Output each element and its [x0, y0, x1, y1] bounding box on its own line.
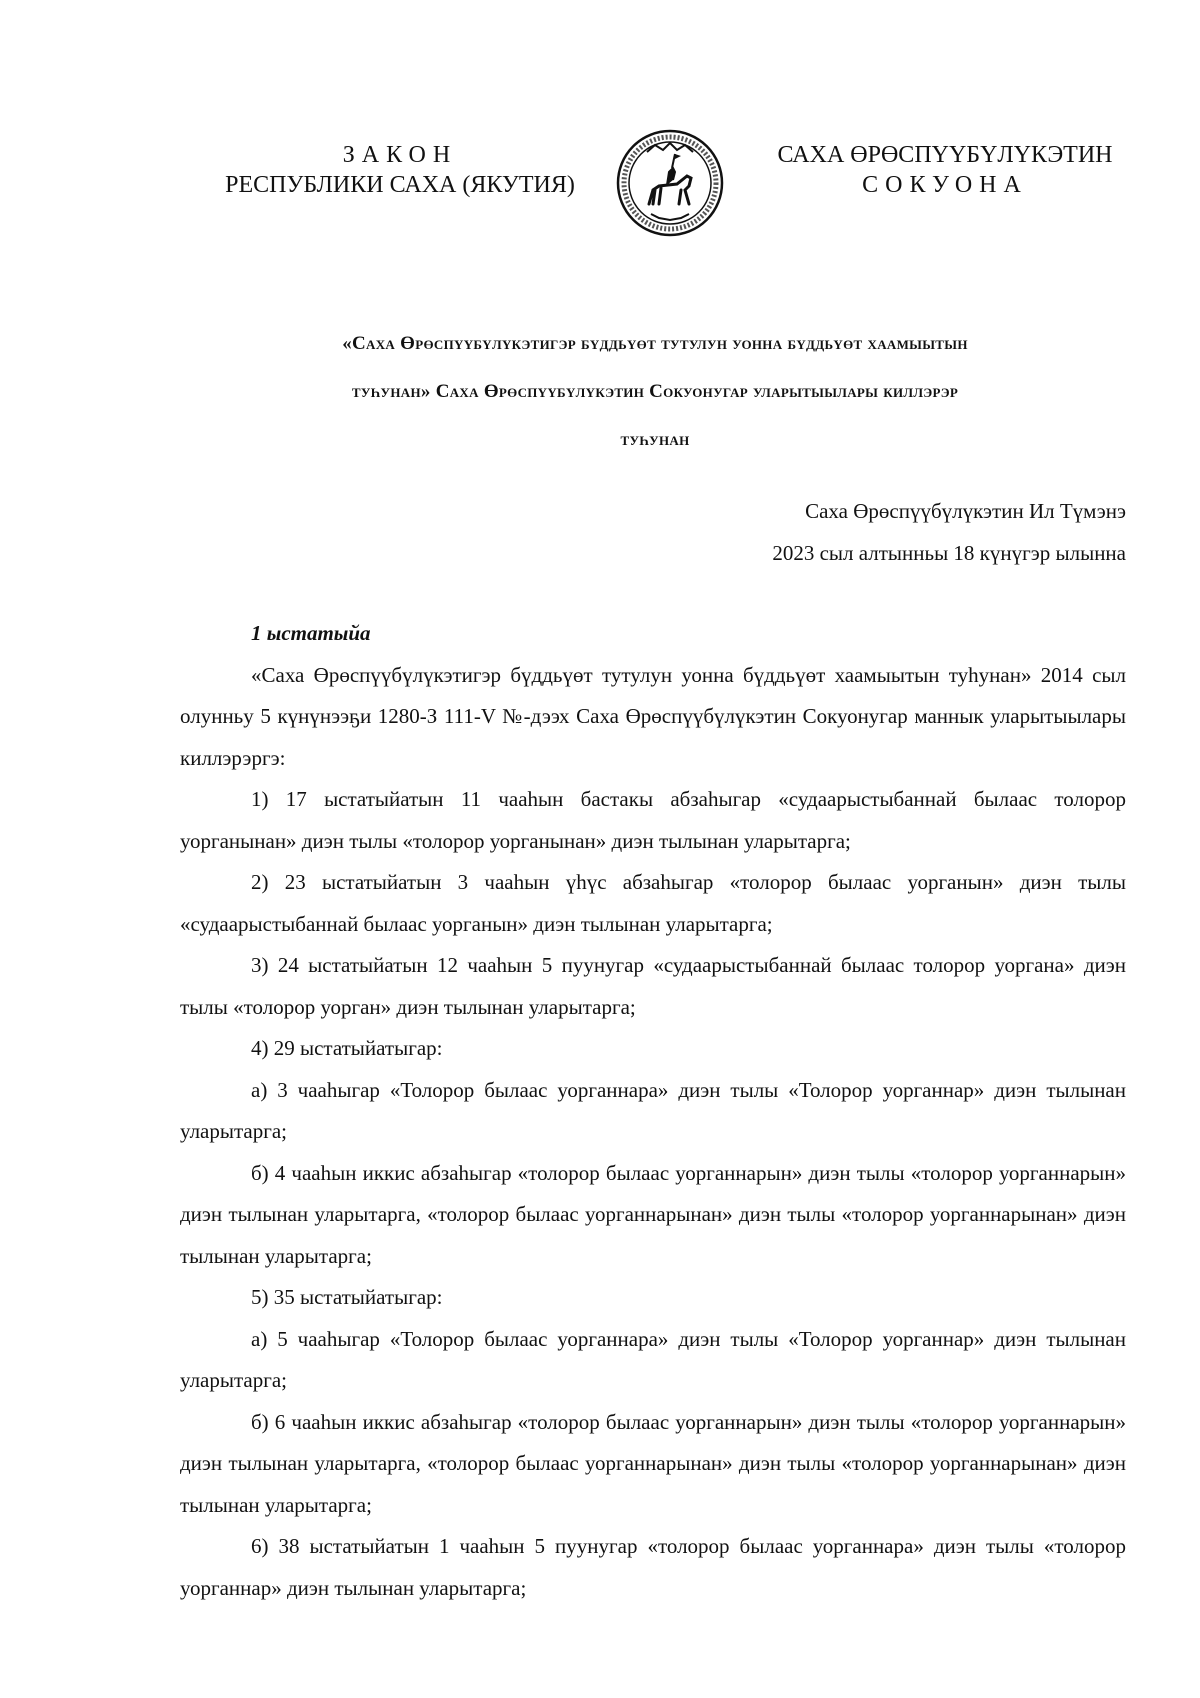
header-right-block [760, 140, 1130, 200]
document-body [180, 613, 1126, 1609]
list-item: 6) 38 ыстатыйатын 1 чааһын 5 пуунугар «толорор былаас уорганнара» диэн тылы «толорор уорганнар» диэн тылынан уларытарга; [180, 1534, 1126, 1600]
coat-of-arms-icon [615, 128, 725, 238]
adopted-by: Саха Өрөспүүбүлүкэтин Ил Түмэнэ [805, 499, 1126, 523]
list-item: 2) 23 ыстатыйатын 3 чааһын үһүс абзаһыгар «толорор былаас уорганын» диэн тылы «судаарыстыбаннай былаас уорганын» диэн тылынан уларытарга; [180, 870, 1126, 936]
list-item: 5) 35 ыстатыйатыгар: [251, 1285, 443, 1309]
header-law-word: ЗАКОН [342, 142, 458, 168]
document-title [185, 320, 1125, 464]
list-item: б) 6 чааһын иккис абзаһыгар «толорор былаас уорганнарын» диэн тылы «толорор уорганнарын» диэн тылынан уларытарга, «толорор былаас уорганнарынан» диэн тылы «толорор уорганнарынан» диэн тылынан уларытарга; [180, 1409, 1126, 1517]
header-left-block [215, 140, 585, 200]
header-republic-name-sakha: САХА ӨРӨСПҮҮБҮЛҮКЭТИН [777, 142, 1113, 168]
list-item: а) 3 чааһыгар «Толорор былаас уорганнара» диэн тылы «Толорор уорганнар» диэн тылынан уларытарга; [180, 1077, 1126, 1143]
article-intro: «Саха Өрөспүүбүлүкэтигэр бүддьүөт тутулун уонна бүддьүөт хаамыытын туһунан» 2014 сыл олунньу 5 күнүнээҕи 1280-З 111-V №-дээх Саха Өрөспүүбүлүкэтин Сокуонугар маннык уларытыылары киллэрэргэ: [180, 662, 1126, 770]
header-law-word-sakha: СОКУОНА [862, 172, 1028, 198]
list-item: 1) 17 ыстатыйатын 11 чааһын бастакы абзаһыгар «судаарыстыбаннай былаас толорор уорганынан» диэн тылы «толорор уорганынан» диэн тылынан уларытарга; [180, 787, 1126, 853]
title-line: туһунан [620, 429, 690, 450]
list-item: а) 5 чааһыгар «Толорор былаас уорганнара» диэн тылы «Толорор уорганнар» диэн тылынан уларытарга; [180, 1326, 1126, 1392]
title-line: туһунан» Саха Өрөспүүбүлүкэтин Сокуонугар уларытыылары киллэрэр [351, 381, 959, 402]
list-item: 3) 24 ыстатыйатын 12 чааһын 5 пуунугар «судаарыстыбаннай былаас толорор уоргана» диэн тылы «толорор уорган» диэн тылынан уларытарга; [180, 953, 1126, 1019]
title-line: «Саха Өрөспүүбүлүкэтигэр бүддьүөт тутулун уонна бүддьүөт хаамыытын [342, 333, 968, 354]
list-item: 4) 29 ыстатыйатыгар: [251, 1036, 443, 1060]
article-heading: 1 ыстатыйа [251, 621, 371, 645]
header-republic-name: РЕСПУБЛИКИ САХА (ЯКУТИЯ) [225, 172, 575, 198]
list-item: б) 4 чааһын иккис абзаһыгар «толорор былаас уорганнарын» диэн тылы «толорор уорганнарын» диэн тылынан уларытарга, «толорор былаас уорганнарынан» диэн тылы «толорор уорганнарынан» диэн тылынан уларытарга; [180, 1160, 1126, 1268]
adoption-note [680, 490, 1126, 574]
adopted-date: 2023 сыл алтынньы 18 күнүгэр ылынна [772, 541, 1126, 565]
